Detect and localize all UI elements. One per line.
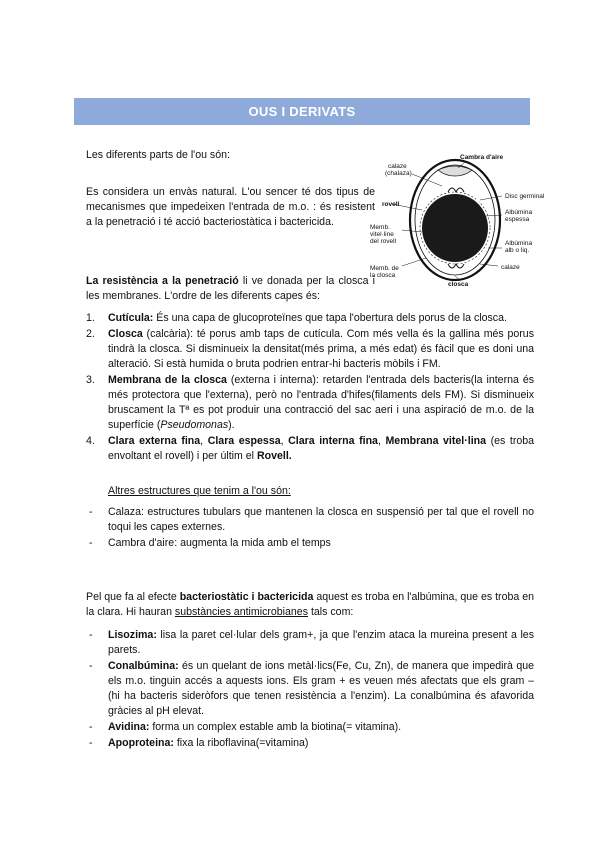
label-shell-membrane-2: la closca <box>370 272 396 279</box>
list-number: 2. <box>86 328 95 340</box>
substance-text: fixa la riboflavina(=vitamina) <box>173 737 309 749</box>
substance-text: és un quelant de ions metàl·lics(Fe, Cu, Zn), de manera que impedirà que els m.o. tinguin accés a aquests ions. Els gram + es veuen més afectats que els gram – (hi ha bacteris sideròfors que tenen resistència a l'enzim). La conalbúmina és afavorida gràcies al pH elevat. <box>108 660 534 717</box>
label-shell-membrane: Memb. de <box>370 265 399 272</box>
bact-term: bacteriostàtic i bactericida <box>179 591 314 603</box>
list-dash: - <box>89 629 93 641</box>
label-liquid-albumen: Albúmina <box>505 240 533 247</box>
layer-text: (externa i interna): retarden l'entrada dels bacteris(la interna és més protectora que l'externa), però no l'entrada d'hifes(filaments dels FM). Si disminueix bruscament la Tª es pot produir una contracció del sac aeri i una aspiració de m.o. de la superfície ( <box>108 374 535 431</box>
germinal-disc <box>476 198 480 202</box>
bact-underline: substàncies antimicrobianes <box>174 606 309 618</box>
other-structures-heading: Altres estructures que tenim a l'ou són: <box>108 485 291 497</box>
list-item <box>86 536 534 551</box>
list-item <box>86 628 534 658</box>
label-liquid-albumen-2: alb o liq. <box>505 247 530 254</box>
substance-text: lisa la paret cel·lular dels gram+, ja que l'enzim ataca la mureina present a les parets. <box>108 629 534 656</box>
list-number: 3. <box>86 374 95 386</box>
label-thick-albumen: Albúmina <box>505 209 533 216</box>
label-chalaza-2: (chalaza) <box>385 170 412 177</box>
label-vitelline-2: vitel·line <box>370 231 394 238</box>
layer-text: (calcària): té porus amb taps de cutícula. Com més vella és la gallina més porus tindrà la closca. Si disminueix la densitat(més prima, a més edat) és fàcil que es doni una alteració. Si està humida o bruta podrien entrar-hi bacteris mòbils i FM. <box>108 328 534 370</box>
label-shell: closca <box>448 281 469 288</box>
label-vitelline-3: del rovell <box>370 238 397 245</box>
resistance-term: La resistència a la penetració <box>86 275 239 287</box>
layer-term: Cutícula: <box>108 312 154 324</box>
layer-term-3: Clara interna fina <box>288 435 378 447</box>
bact-text-before: Pel que fa al efecte <box>86 591 180 603</box>
list-item <box>86 659 534 719</box>
layer-term: Membrana de la closca <box>108 374 227 386</box>
egg-diagram <box>330 148 560 296</box>
layer-sep: , <box>200 435 208 447</box>
list-number: 4. <box>86 435 95 447</box>
page-title: OUS I DERIVATS <box>74 98 530 125</box>
substances-list <box>86 628 534 752</box>
list-number: 1. <box>86 312 95 324</box>
substance-term: Conalbúmina: <box>108 660 179 672</box>
yolk <box>422 194 488 262</box>
layer-sep: , <box>377 435 386 447</box>
list-item <box>86 327 534 372</box>
bacteriostatic-paragraph <box>86 590 534 620</box>
layer-after: ). <box>228 419 235 431</box>
label-thick-albumen-2: espessa <box>505 216 530 223</box>
item-text: Cambra d'aire: augmenta la mida amb el temps <box>108 537 331 549</box>
label-chalaza: calaze <box>388 163 407 170</box>
list-item <box>86 736 534 751</box>
layer-term: Closca <box>108 328 143 340</box>
list-item <box>86 434 534 464</box>
item-text: Calaza: estructures tubulars que mantenen la closca en suspensió per tal que el rovell no toqui les capes externes. <box>108 506 534 533</box>
list-dash: - <box>89 721 93 733</box>
label-air-cell: Cambra d'aire <box>460 154 504 161</box>
list-dash: - <box>89 506 93 518</box>
intro-text: Les diferents parts de l'ou són: <box>86 149 230 161</box>
layer-term-5: Rovell. <box>256 450 292 462</box>
layer-term-2: Clara espessa <box>207 435 281 447</box>
substance-text: forma un complex estable amb la biotina(= vitamina). <box>149 721 402 733</box>
list-dash: - <box>89 737 93 749</box>
label-vitelline: Memb. <box>370 224 390 231</box>
list-item <box>86 311 534 326</box>
layer-term-4: Membrana vitel·lina <box>385 435 487 447</box>
list-dash: - <box>89 537 93 549</box>
list-item <box>86 373 534 433</box>
label-chalaza-bottom: calaze <box>501 264 520 271</box>
resistance-text: li ve donada per la closca i les membranes. L'ordre de les diferents capes és: <box>86 275 375 302</box>
other-structures-list <box>86 505 534 552</box>
envelope-paragraph: Es considera un envàs natural. L'ou sencer té dos tipus de mecanismes que impedeixen l'entrada de m.o. : és resistent a la penetració i té acció bacteriostàtica i bactericida. <box>86 186 375 228</box>
substance-term: Apoproteina: <box>108 737 174 749</box>
bact-text-middle: aquest es troba en l'albúmina, que es troba en la clara. Hi hauran <box>86 591 534 618</box>
label-yolk: rovell <box>382 201 400 208</box>
layer-italic: Pseudomonas <box>160 419 229 431</box>
layers-list <box>86 311 534 465</box>
label-germinal-disc: Disc germinal <box>505 193 545 200</box>
layer-term: Clara externa fina <box>108 435 201 447</box>
layer-sep: , <box>280 435 289 447</box>
list-item <box>86 720 534 735</box>
list-item <box>86 505 534 535</box>
list-dash: - <box>89 660 93 672</box>
substance-term: Lisozima: <box>108 629 157 641</box>
bact-text-after: tals com: <box>308 606 354 618</box>
layer-text: És una capa de glucoproteïnes que tapa l'obertura dels porus de la closca. <box>153 312 507 324</box>
substance-term: Avidina: <box>108 721 150 733</box>
layer-text: (es troba envoltant el rovell) i per últim el <box>108 435 535 462</box>
